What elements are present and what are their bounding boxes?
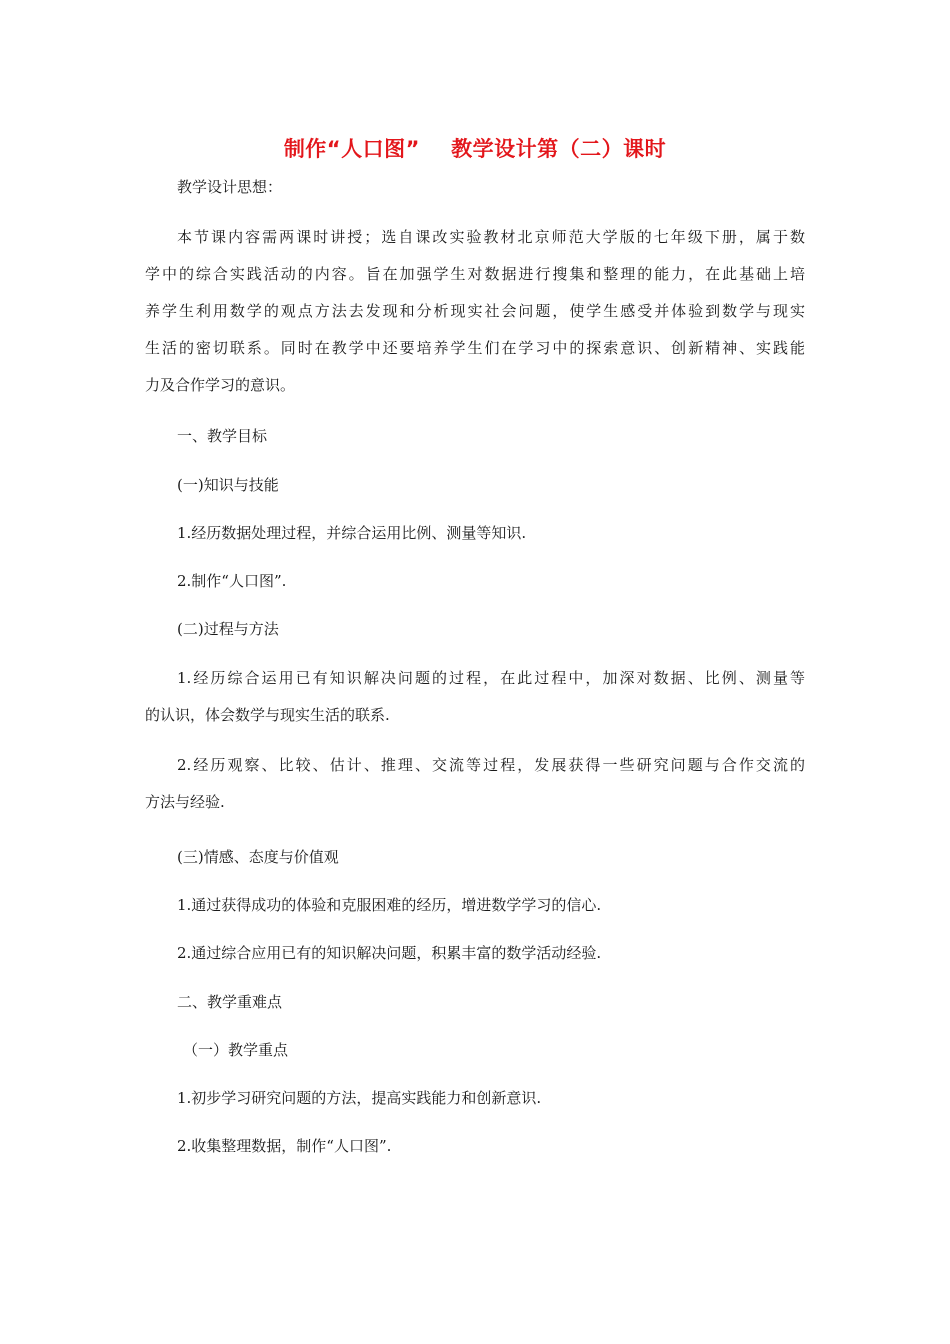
intro-paragraph-line: 力及合作学习的意识。 — [145, 376, 296, 394]
intro-heading: 教学设计思想： — [177, 178, 283, 196]
document-title: 制作“人口图” 教学设计第（二）课时 — [283, 137, 667, 161]
list-item: 2.经历观察、比较、估计、推理、交流等过程，发展获得一些研究问题与合作交流的 — [177, 756, 805, 774]
list-item: 2.制作“人口图”. — [177, 572, 287, 590]
section-heading: 二、教学重难点 — [177, 993, 283, 1011]
intro-paragraph-line: 本节课内容需两课时讲授；选自课改实验教材北京师范大学版的七年级下册，属于数 — [177, 228, 805, 246]
subsection-heading: (三)情感、态度与价值观 — [177, 848, 339, 866]
list-item: 1.经历综合运用已有知识解决问题的过程，在此过程中，加深对数据、比例、测量等 — [177, 669, 805, 687]
list-item-continuation: 的认识，体会数学与现实生活的联系. — [145, 706, 390, 724]
intro-paragraph-line: 生活的密切联系。同时在教学中还要培养学生们在学习中的探索意识、创新精神、实践能 — [145, 339, 805, 357]
list-item: 2.收集整理数据，制作“人口图”. — [177, 1137, 392, 1155]
list-item: 1.初步学习研究问题的方法，提高实践能力和创新意识. — [177, 1089, 542, 1107]
list-item-continuation: 方法与经验. — [145, 793, 225, 811]
list-item: 2.通过综合应用已有的知识解决问题，积累丰富的数学活动经验. — [177, 944, 602, 962]
intro-paragraph-line: 养学生利用数学的观点方法去发现和分析现实社会问题，使学生感受并体验到数学与现实 — [145, 302, 805, 320]
subsection-heading: (二)过程与方法 — [177, 620, 279, 638]
subsection-heading: (一)知识与技能 — [177, 476, 279, 494]
list-item: 1.通过获得成功的体验和克服困难的经历，增进数学学习的信心. — [177, 896, 602, 914]
subsection-heading: （一）教学重点 — [183, 1041, 289, 1059]
intro-paragraph-line: 学中的综合实践活动的内容。旨在加强学生对数据进行搜集和整理的能力，在此基础上培 — [145, 265, 805, 283]
list-item: 1.经历数据处理过程，并综合运用比例、测量等知识. — [177, 524, 527, 542]
section-heading: 一、教学目标 — [177, 427, 268, 445]
